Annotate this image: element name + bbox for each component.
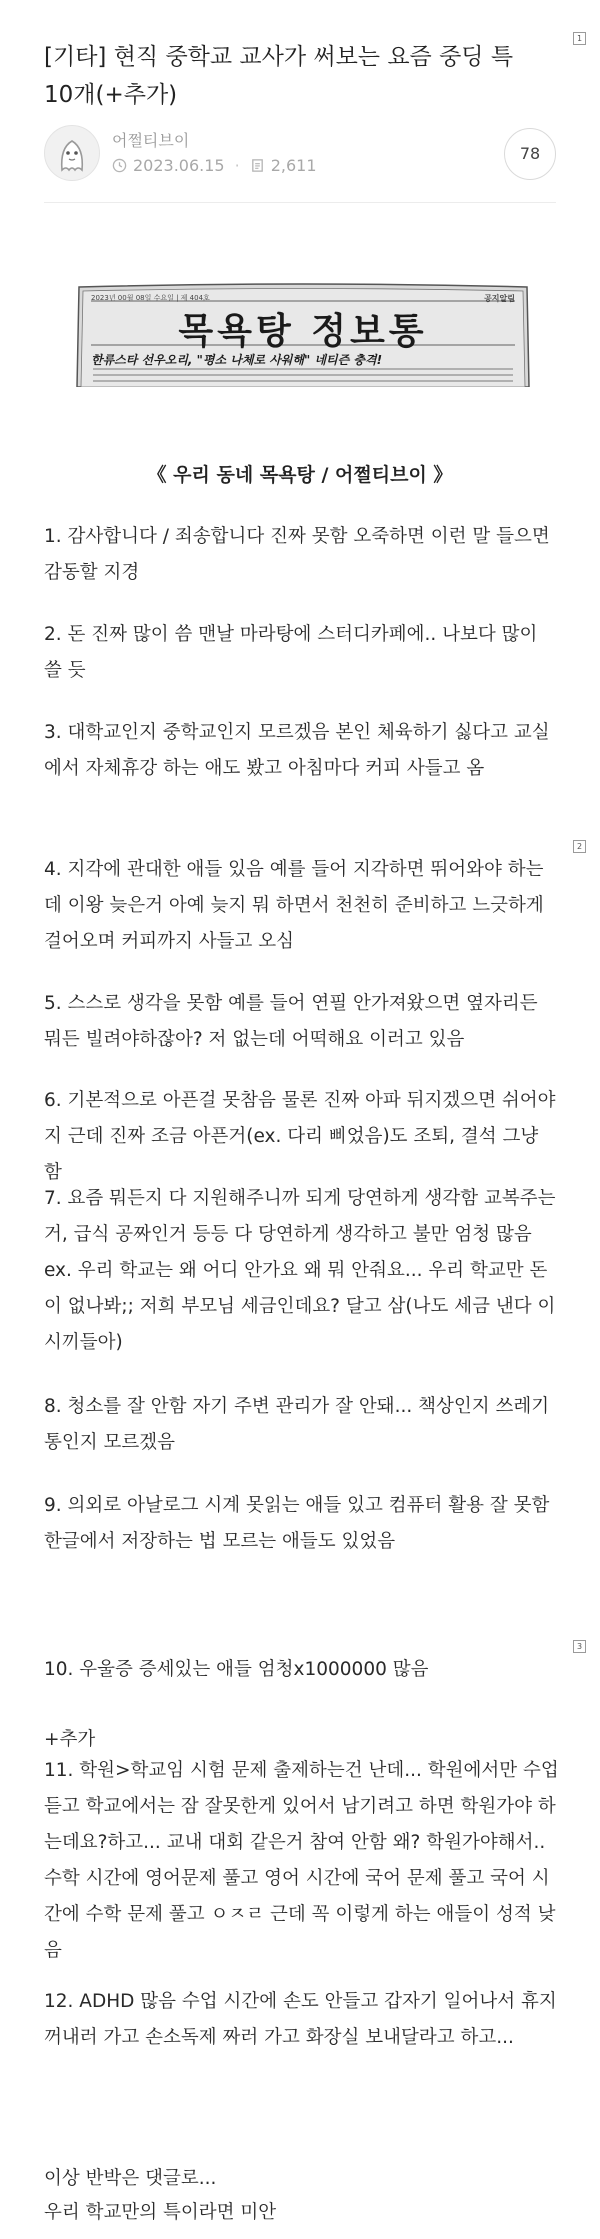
newspaper-masthead: 목욕탕 정보통 — [178, 311, 428, 352]
list-item: 2. 돈 진짜 많이 씀 맨날 마라탕에 스터디카페에.. 나보다 많이 쓸 듯 — [44, 624, 538, 681]
author-name[interactable]: 어쩔티브이 — [112, 131, 190, 150]
list-item: 4. 지각에 관대한 애들 있음 예를 들어 지각하면 뛰어와야 하는데 이왕 늦은거 아예 늦지 뭐 하면서 천천히 준비하고 느긋하게 걸어오며 커피까지 사들고 오심 — [44, 859, 544, 952]
comment-count-button[interactable]: 78 — [504, 128, 556, 180]
newspaper-image — [73, 281, 533, 387]
list-item: 3. 대학교인지 중학교인지 모르겠음 본인 체육하기 싫다고 교실에서 자체휴강 하는 애도 봤고 아침마다 커피 사들고 옴 — [44, 722, 550, 779]
closing-line: 우리 학교만의 특이라면 미안 — [44, 2202, 277, 2223]
closing-line: 이상 반박은 댓글로... — [44, 2168, 217, 2189]
clock-icon — [112, 158, 127, 173]
list-item: 1. 감사합니다 / 죄송합니다 진짜 못함 오죽하면 이런 말 들으면 감동할 지경 — [44, 526, 550, 583]
list-item: 8. 청소를 잘 안함 자기 주변 관리가 잘 안돼... 책상인지 쓰레기통인지 모르겠음 — [44, 1396, 550, 1453]
image-caption: 《 우리 동네 목욕탕 / 어쩔티브이 》 — [147, 464, 453, 486]
post-date: 2023.06.15 — [133, 156, 225, 175]
list-item: 11. 학원>학교임 시험 문제 출제하는건 난데... 학원에서만 수업듣고 학교에서는 잠 잘못한게 있어서 남기려고 하면 학원가야 하는데요?하고... 교내 대회 같은거 참여 안함 왜? 학원가야해서.. 수학 시간에 영어문제 풀고 영어 시간에 국어 문제 풀고 국어 시간에 수학 문제 풀고 ㅇㅈㄹ 근데 꼭 이렇게 하는 애들이 성적 낮음 — [44, 1760, 559, 1961]
header-divider — [44, 202, 556, 203]
document-views-icon — [250, 158, 265, 173]
newspaper-headline: 한류스타 선우오리, "평소 나체로 사워해" 네티즌 충격! — [91, 353, 383, 367]
page-marker: 3 — [573, 1640, 586, 1653]
ghost-avatar-icon — [45, 126, 99, 180]
list-item: 5. 스스로 생각을 못함 예를 들어 연필 안가져왔으면 옆자리든 뭐든 빌려야하잖아? 저 없는데 어떡해요 이러고 있음 — [44, 993, 538, 1050]
view-count: 2,611 — [270, 156, 317, 175]
list-item: 7. 요즘 뭐든지 다 지원해주니까 되게 당연하게 생각함 교복주는거, 급식 공짜인거 등등 다 당연하게 생각하고 불만 엄청 많음 ex. 우리 학교는 왜 어디 안가요 왜 뭐 안줘요... 우리 학교만 돈이 없나봐;; 저희 부모님 세금인데요? 달고 삼(나도 세금 낸다 이 시끼들아) — [44, 1188, 556, 1353]
meta-separator: · — [234, 156, 240, 175]
addition-label: +추가 — [44, 1729, 96, 1750]
post-meta — [112, 156, 317, 175]
page-marker: 2 — [573, 840, 586, 853]
list-item: 12. ADHD 많음 수업 시간에 손도 안들고 갑자기 일어나서 휴지 꺼내러 가고 손소독제 짜러 가고 화장실 보내달라고 하고... — [44, 1991, 557, 2048]
author-row — [44, 122, 556, 188]
newspaper-publisher: 공지알림 — [484, 294, 515, 303]
post-title: [기타] 현직 중학교 교사가 써보는 요즘 중딩 특 10개(+추가) — [44, 44, 514, 108]
newspaper-dateline: 2023년 00월 08일 수요일 | 제 404호 — [91, 294, 210, 302]
list-item: 10. 우울증 증세있는 애들 엄청x1000000 많음 — [44, 1659, 429, 1680]
list-item: 9. 의외로 아날로그 시계 못읽는 애들 있고 컴퓨터 활용 잘 못함 한글에서 저장하는 법 모르는 애들도 있었음 — [44, 1495, 550, 1552]
list-item: 6. 기본적으로 아픈걸 못참음 물론 진짜 아파 뒤지겠으면 쉬어야지 근데 진짜 조금 아픈거(ex. 다리 삐었음)도 조퇴, 결석 그냥 함 — [44, 1090, 556, 1183]
page-marker: 1 — [573, 32, 586, 45]
avatar[interactable] — [44, 125, 100, 181]
